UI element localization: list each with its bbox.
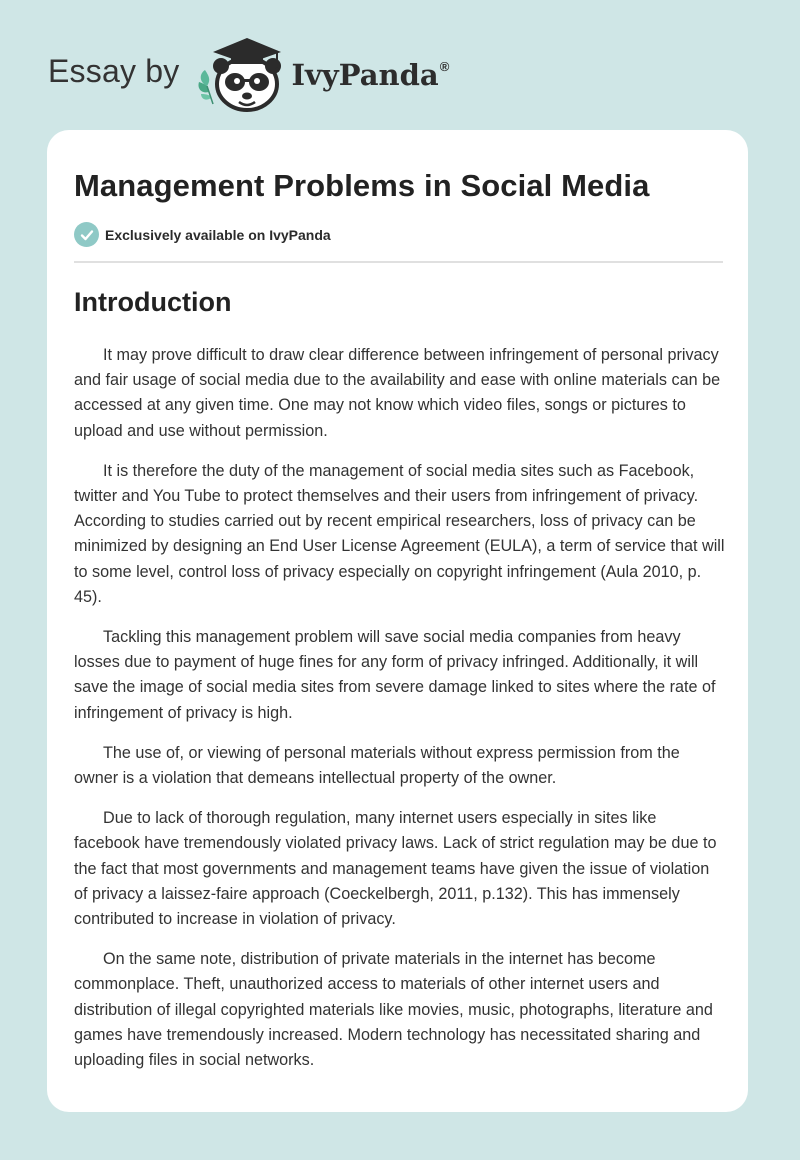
divider [74, 261, 723, 263]
paragraph: It may prove difficult to draw clear difference between infringement of personal privacy and fair usage of social media due to the availability and ease with online materials can be accessed at any given time. One may not know which video files, songs or pictures to upload and use without permission. [74, 346, 721, 440]
paragraph: Tackling this management problem will save social media companies from heavy losses due to payment of huge fines for any form of privacy infringed. Additionally, it will save the image of social media sites from severe damage linked to sites where the rate of infringement of privacy is high. [74, 628, 716, 722]
paragraph: On the same note, distribution of private materials in the internet has become commonplace. Theft, unauthorized access to materials of other internet users and distribution of illegal copyrighted materials like movies, music, photographs, literature and games have tremendously increased. Modern technology has necessitated sharing and uploading files in social networks. [74, 950, 713, 1070]
registered-mark: ® [439, 59, 450, 74]
brand-name[interactable]: IvyPanda® [291, 58, 450, 92]
exclusive-badge [74, 222, 331, 247]
article-card [47, 130, 748, 1112]
exclusive-badge-label: Exclusively available on IvyPanda [105, 226, 331, 243]
article-body [74, 343, 726, 1088]
section-heading-introduction: Introduction [74, 287, 232, 317]
essay-by-label: Essay by [48, 52, 180, 89]
checkmark-icon [74, 222, 99, 247]
paragraph: The use of, or viewing of personal materials without express permission from the owner is a violation that demeans intellectual property of the owner. [74, 743, 680, 788]
paragraph: Due to lack of thorough regulation, many internet users especially in sites like facebook have tremendously violated privacy laws. Lack of strict regulation may be due to the fact that most governments and management teams have given the issue of violation of privacy a laissez-faire approach (Coeckelbergh, 2011, p.132). This has immensely contributed to increase in violation of privacy. [74, 809, 717, 929]
page-title: Management Problems in Social Media [74, 168, 650, 203]
leaf-icon [199, 70, 214, 104]
site-header [48, 34, 449, 114]
panda-graduate-icon[interactable] [193, 34, 289, 114]
paragraph: It is therefore the duty of the management of social media sites such as Facebook, twitter and You Tube to protect themselves and their users from infringement of privacy. According to studies carried out by recent empirical researchers, loss of privacy can be minimized by designing an End User License Agreement (EULA), a term of service that will to some level, control loss of privacy especially on copyright infringement (Aula 2010, p. 45). [74, 461, 725, 606]
